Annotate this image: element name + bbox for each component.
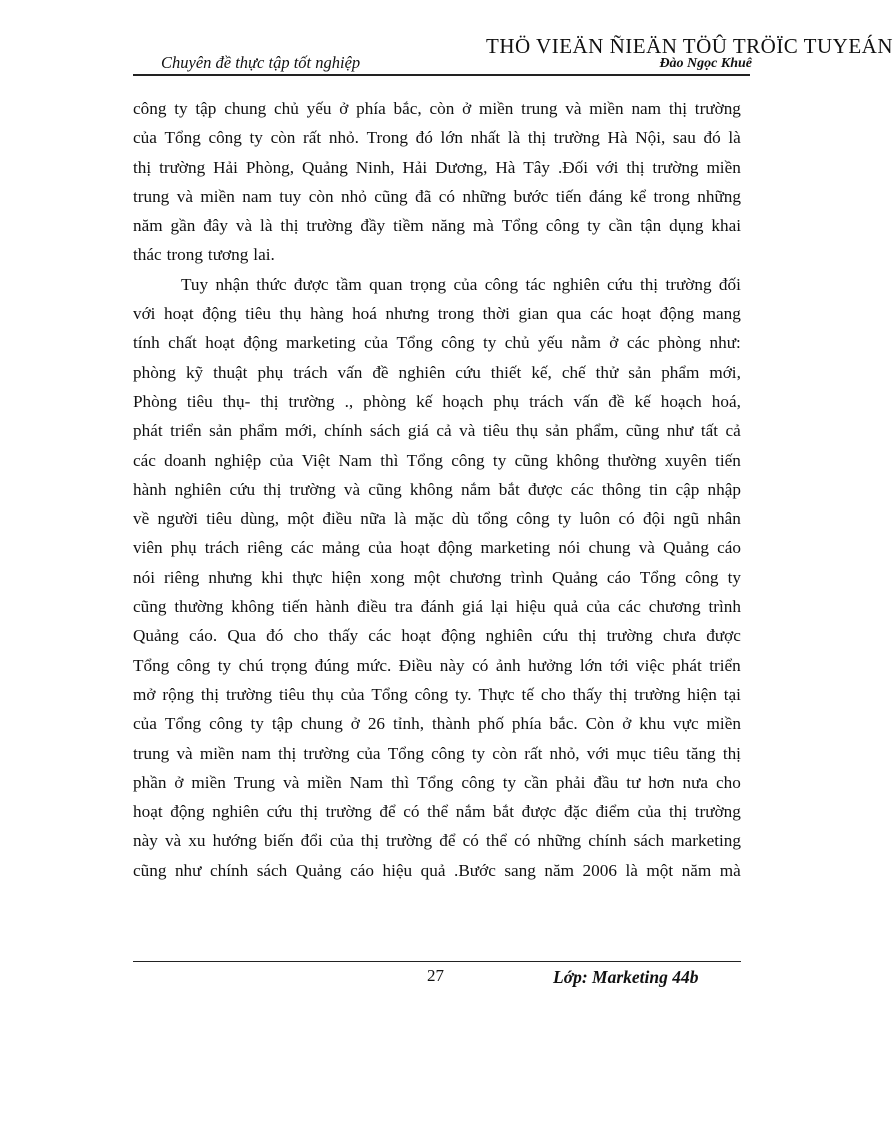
text-line: về người tiêu dùng, một điều nữa là mặc dù tổng công ty luôn có đội ngũ nhân	[133, 509, 741, 529]
text-line: các doanh nghiệp của Việt Nam thì Tổng công ty cũng không thường xuyên tiến	[133, 450, 741, 470]
text-line: cũng thường không tiến hành điều tra đánh giá lại hiệu quả của các chương trình	[133, 597, 741, 617]
text-line: công ty tập chung chủ yếu ở phía bắc, còn ở miền trung và miền nam thị trường	[133, 99, 741, 118]
text-line: cũng như chính sách Quảng cáo hiệu quả .Bước sang năm 2006 là một năm mà	[133, 860, 741, 880]
page-number: 27	[427, 966, 444, 985]
text-line: trung và miền nam tuy còn nhỏ cũng đã có những bước tiến đáng kể trong những	[133, 186, 741, 206]
page-header	[133, 52, 750, 76]
text-line: Tuy nhận thức được tầm quan trọng của công tác nghiên cứu thị trường đối	[181, 274, 741, 294]
text-line: năm gần đây và là thị trường đầy tiềm năng mà Tổng công ty cần tận dụng khai	[133, 216, 741, 236]
text-line: tính chất hoạt động marketing của Tổng công ty chủ yếu nằm ở các phòng như:	[133, 333, 741, 353]
text-line: nói riêng nhưng khi thực hiện xong một chương trình Quảng cáo Tổng công ty	[133, 567, 741, 587]
document-title: Chuyên đề thực tập tốt nghiệp	[161, 53, 361, 72]
text-line: thác trong tương lai.	[133, 245, 275, 265]
text-line: mở rộng thị trường tiêu thụ của Tổng công ty. Thực tế cho thấy thị trường hiện tại	[133, 684, 741, 704]
text-line: Tổng công ty chú trọng đúng mức. Điều này có ảnh hưởng lớn tới việc phát triển	[133, 655, 741, 675]
text-line: của Tổng công ty tập chung ở 26 tỉnh, thành phố phía bắc. Còn ở khu vực miền	[133, 714, 741, 734]
text-line: viên phụ trách riêng các mảng của hoạt động marketing nói chung và Quảng cáo	[133, 538, 741, 558]
page-footer	[133, 961, 741, 1012]
text-line: với hoạt động tiêu thụ hàng hoá nhưng trong thời gian qua các hoạt động mang	[133, 304, 741, 324]
text-line: này và xu hướng biến đổi của thị trường để có thể có những chính sách marketing	[133, 831, 741, 851]
author-name: Đào Ngọc Khuê	[659, 56, 752, 71]
text-line: thị trường Hải Phòng, Quảng Ninh, Hải Dương, Hà Tây .Đối với thị trường miền	[133, 157, 741, 177]
text-line: phát triển sản phẩm mới, chính sách giá cả và tiêu thụ sản phẩm, cũng như tất cả	[133, 421, 741, 441]
text-line: của Tổng công ty còn rất nhỏ. Trong đó lớn nhất là thị trường Hà Nội, sau đó là	[133, 128, 741, 148]
body-text	[133, 94, 741, 885]
text-line: Phòng tiêu thụ- thị trường ., phòng kế hoạch phụ trách vấn đề kế hoạch hoá,	[133, 391, 741, 411]
text-line: trung và miền nam thị trường của Tổng công ty còn rất nhỏ, với mục tiêu tăng thị	[133, 743, 741, 763]
text-line: Quảng cáo. Qua đó cho thấy các hoạt động nghiên cứu thị trường chưa được	[133, 626, 741, 646]
text-line: hành nghiên cứu thị trường và cũng không nắm bắt được các thông tin cập nhập	[133, 479, 741, 499]
text-line: phần ở miền Trung và miền Nam thì Tổng công ty cần phải đầu tư hơn nưa cho	[133, 772, 741, 792]
watermark: THÖ VIEÄN ÑIEÄN TÖÛ TRÖÏC TUYEÁN	[486, 34, 893, 58]
text-line: hoạt động nghiên cứu thị trường để có thể nắm bắt được đặc điểm của thị trường	[133, 802, 741, 822]
text-line: phòng kỹ thuật phụ trách vấn đề nghiên cứu thiết kế, chế thử sản phẩm mới,	[133, 362, 741, 382]
class-label: Lớp: Marketing 44b	[553, 967, 699, 987]
